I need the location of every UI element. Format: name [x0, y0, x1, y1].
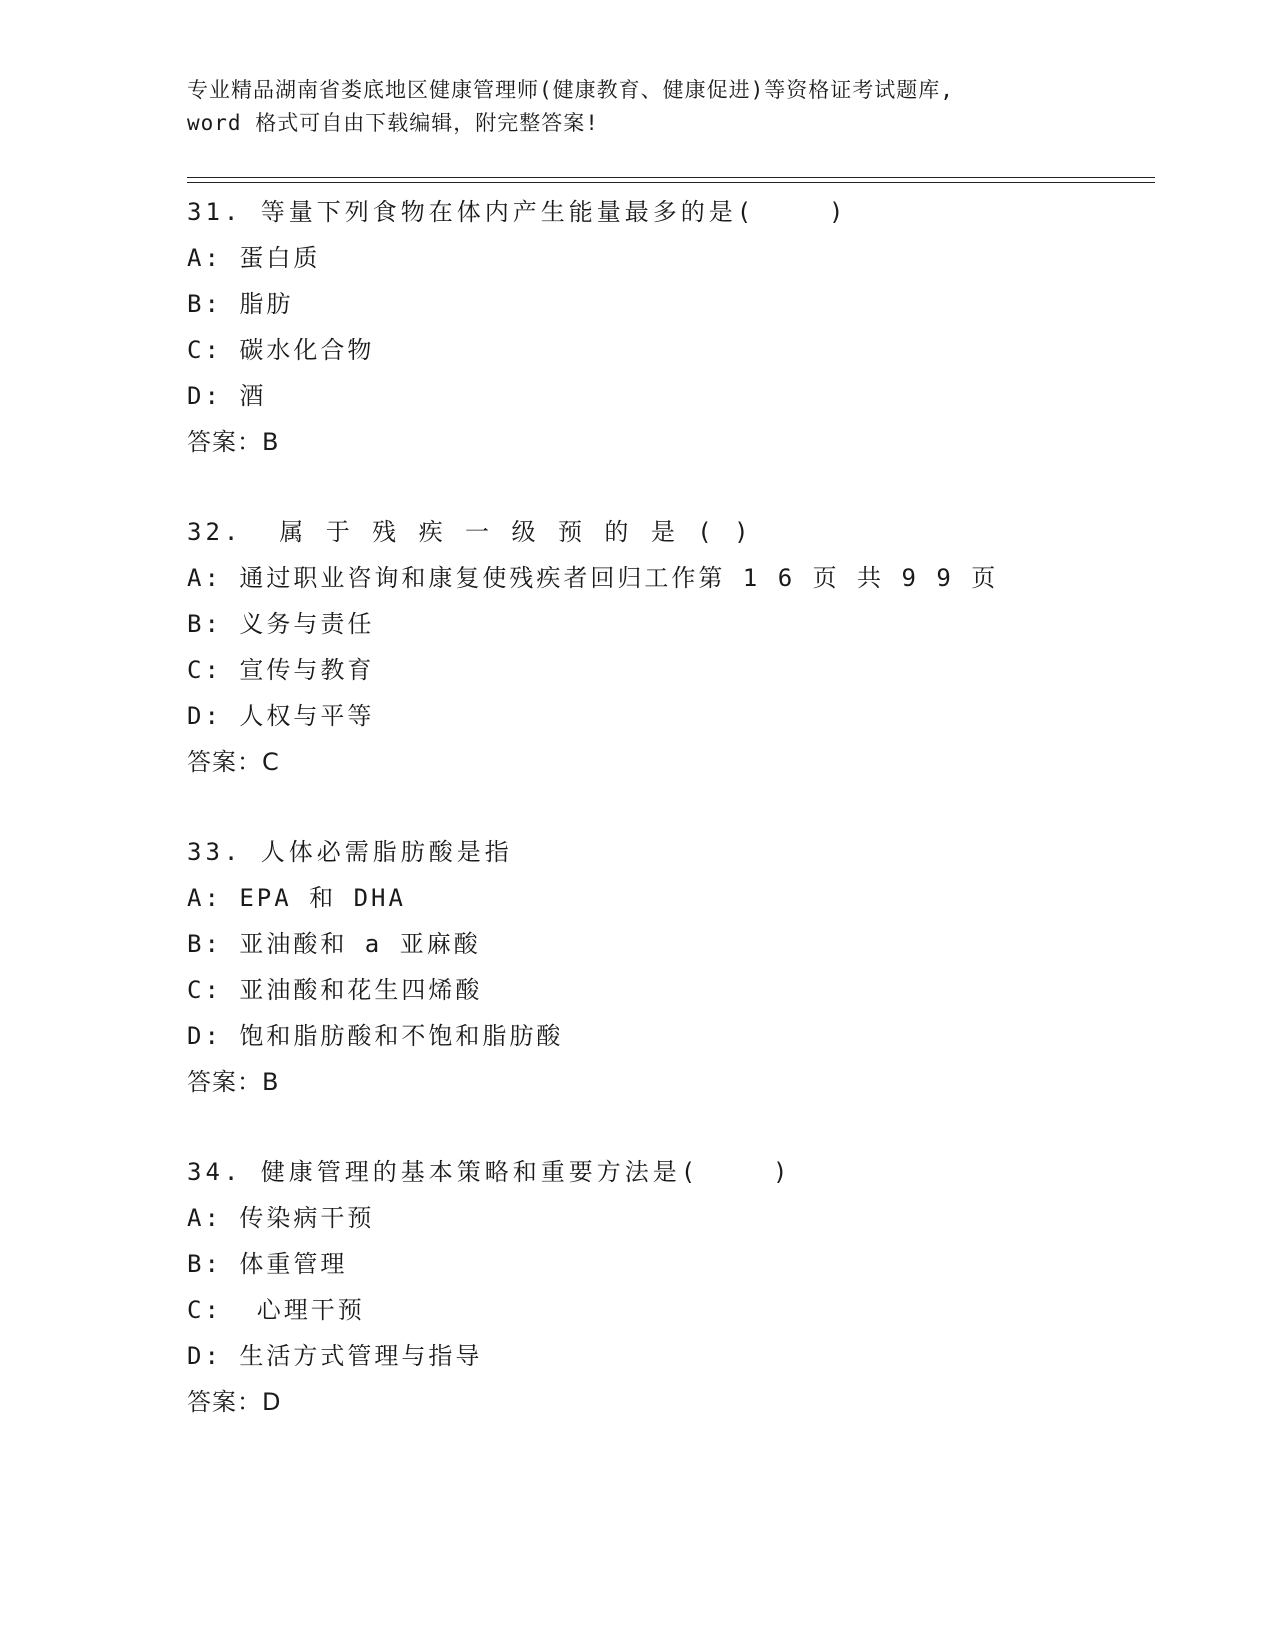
- answer: 答案：D: [187, 1388, 282, 1416]
- header-line-1: 专业精品湖南省娄底地区健康管理师(健康教育、健康促进)等资格证考试题库,: [187, 78, 954, 102]
- header-divider-bottom: [187, 182, 1155, 183]
- option-d: D: 人权与平等: [187, 702, 375, 730]
- option-a: A: EPA 和 DHA: [187, 884, 406, 912]
- question-33: [187, 829, 1147, 1105]
- answer: 答案：C: [187, 748, 280, 776]
- question-stem: 31. 等量下列食物在体内产生能量最多的是( ): [187, 198, 848, 226]
- option-a: A: 通过职业咨询和康复使残疾者回归工作第 1 6 页 共 9 9 页: [187, 564, 999, 592]
- answer: 答案：B: [187, 428, 280, 456]
- question-stem: 32. 属 于 残 疾 一 级 预 的 是 ( ): [187, 518, 753, 546]
- question-32: [187, 509, 1147, 785]
- header-line-2: word 格式可自由下载编辑，附完整答案!: [187, 111, 599, 135]
- option-d: D: 酒: [187, 382, 267, 410]
- option-b: B: 义务与责任: [187, 610, 375, 638]
- document-header: [187, 74, 1087, 140]
- question-31: [187, 189, 1147, 465]
- option-c: C: 心理干预: [187, 1296, 365, 1324]
- question-34: [187, 1149, 1147, 1425]
- answer: 答案：B: [187, 1068, 280, 1096]
- option-b: B: 脂肪: [187, 290, 294, 318]
- option-d: D: 饱和脂肪酸和不饱和脂肪酸: [187, 1022, 564, 1050]
- question-stem: 33. 人体必需脂肪酸是指: [187, 838, 513, 866]
- option-c: C: 碳水化合物: [187, 336, 375, 364]
- option-c: C: 宣传与教育: [187, 656, 375, 684]
- header-divider-top: [187, 177, 1155, 178]
- option-a: A: 传染病干预: [187, 1204, 375, 1232]
- option-c: C: 亚油酸和花生四烯酸: [187, 976, 483, 1004]
- option-a: A: 蛋白质: [187, 244, 321, 272]
- option-b: B: 亚油酸和 a 亚麻酸: [187, 930, 481, 958]
- question-stem: 34. 健康管理的基本策略和重要方法是( ): [187, 1158, 792, 1186]
- option-d: D: 生活方式管理与指导: [187, 1342, 483, 1370]
- option-b: B: 体重管理: [187, 1250, 348, 1278]
